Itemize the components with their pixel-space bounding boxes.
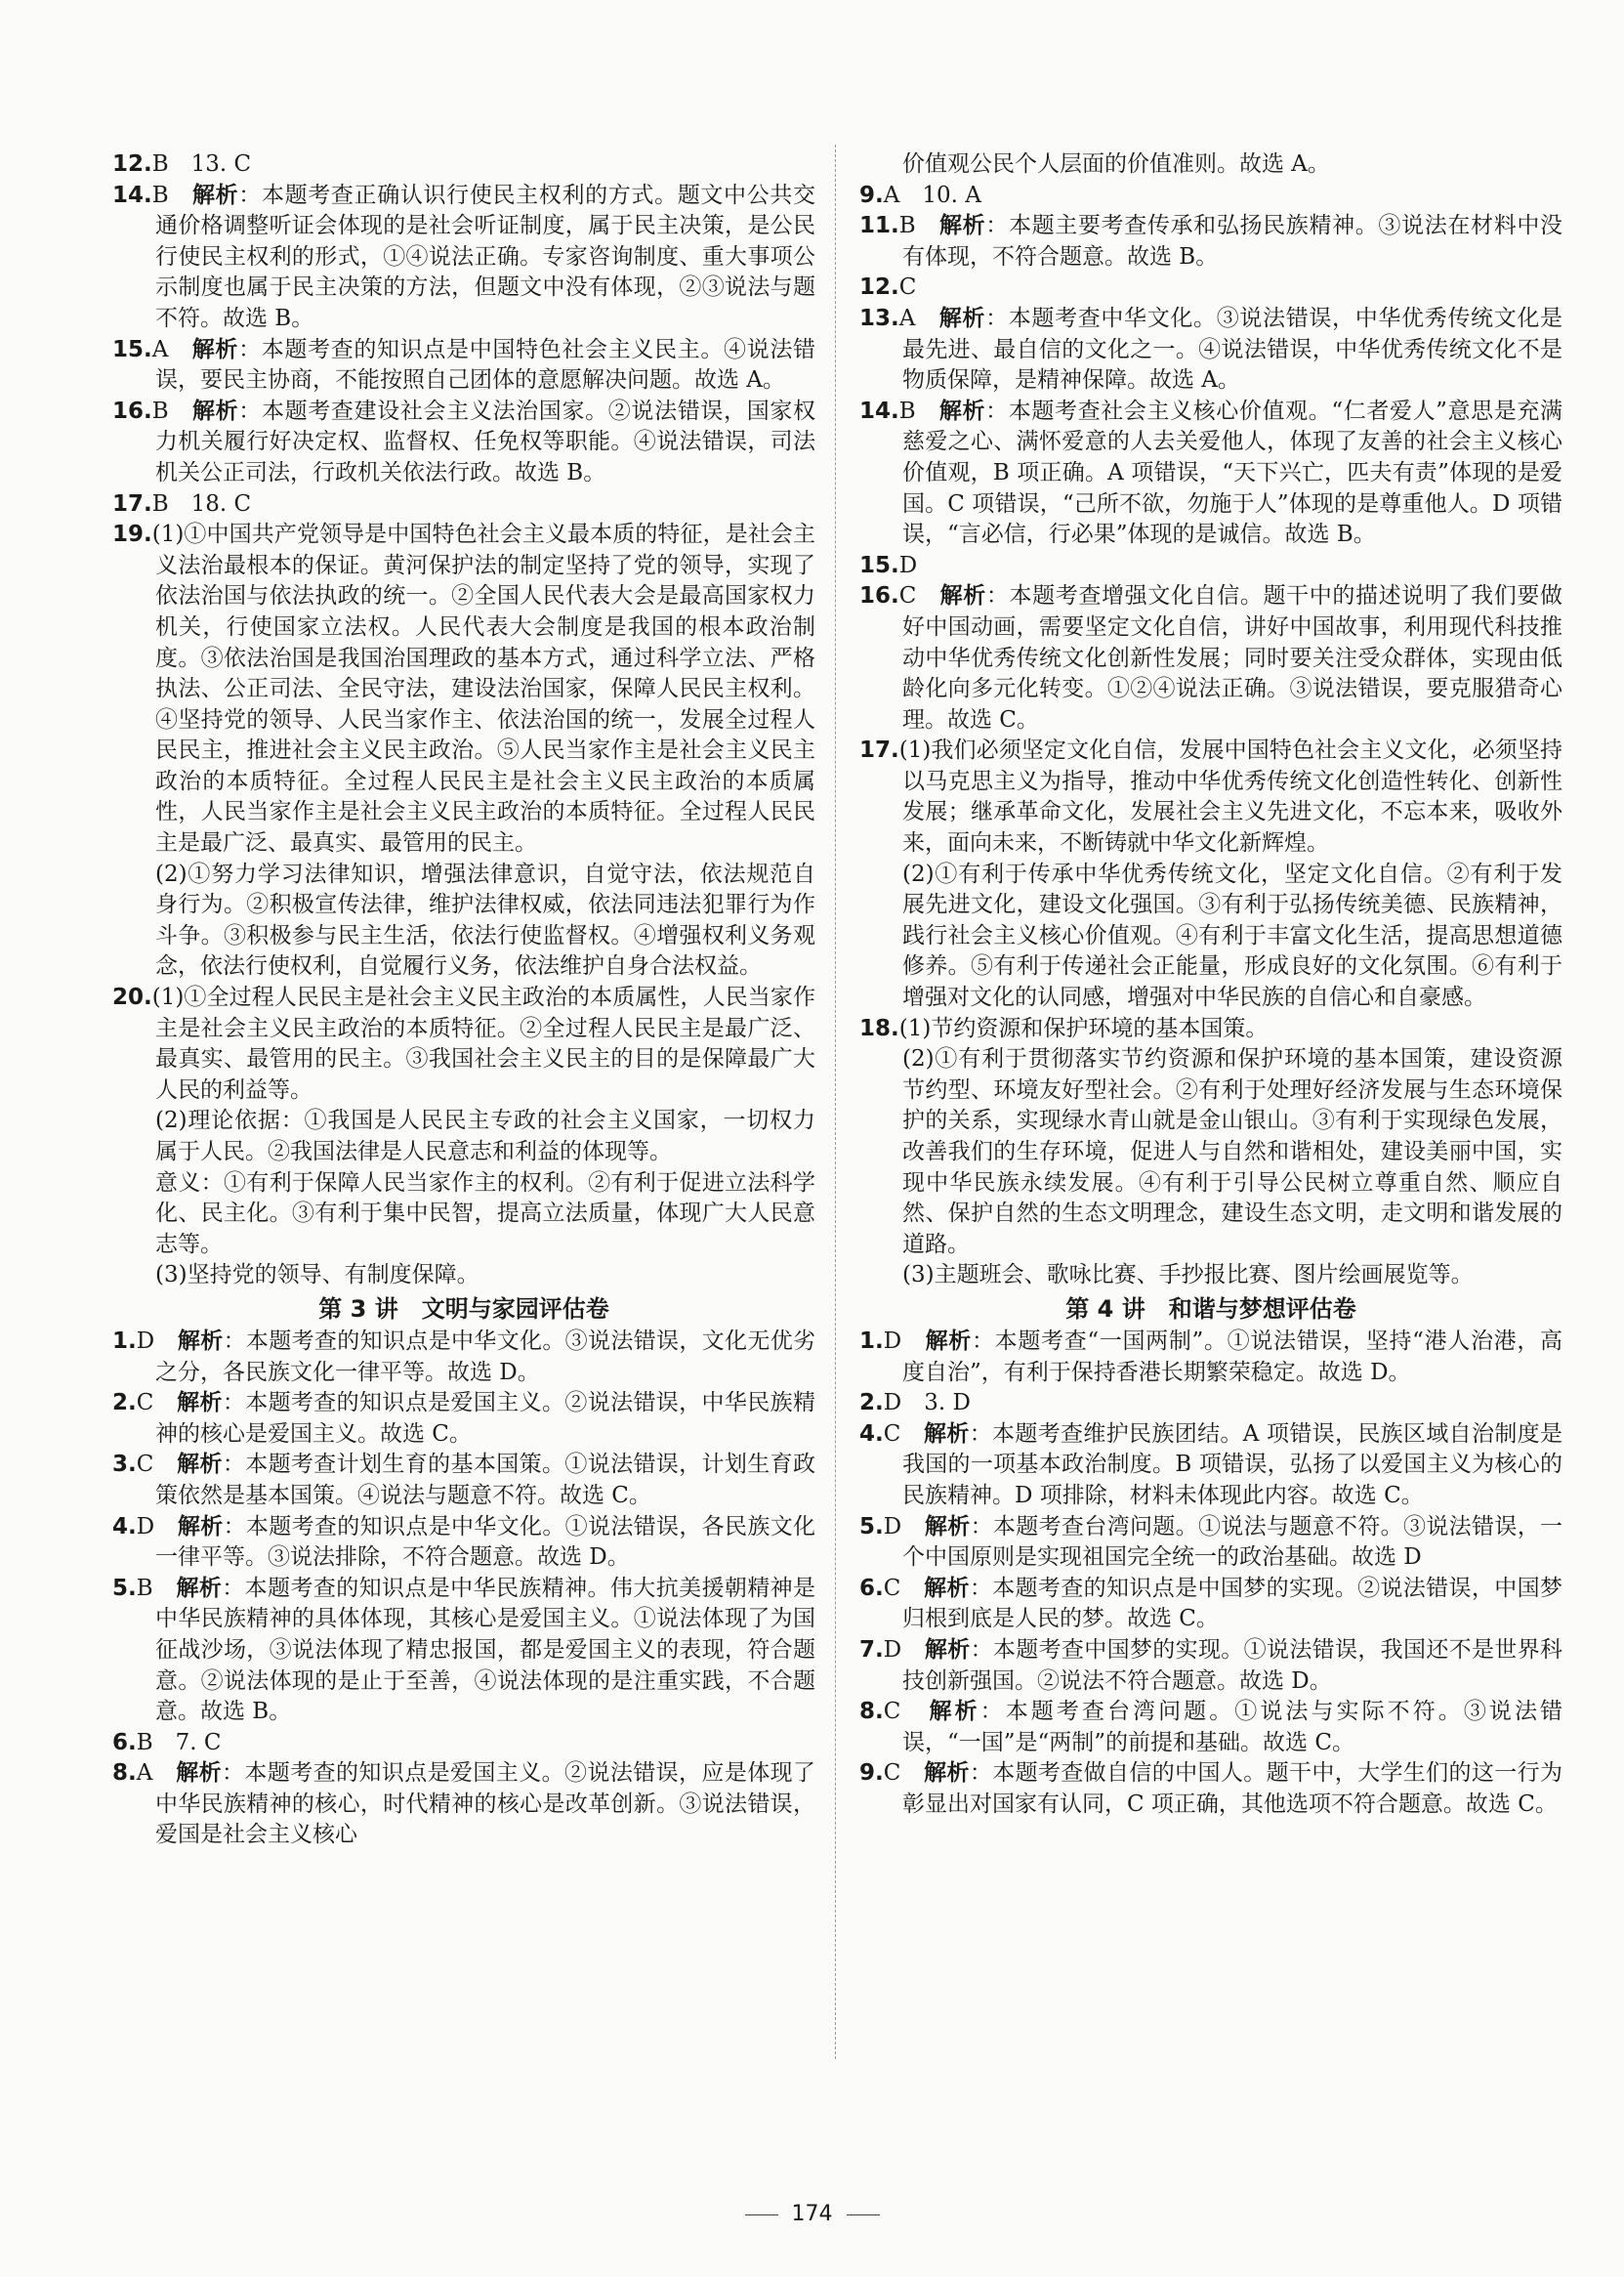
answer-text: 本题考查的知识点是中国梦的实现。②说法错误，中国梦归根到底是人民的梦。故选 C。: [902, 1575, 1563, 1632]
answer-text: 本题主要考查传承和弘扬民族精神。③说法在材料中没有体现，不符合题意。故选 B。: [902, 213, 1563, 270]
answer-entry: [859, 149, 1562, 181]
analysis-label: 解析: [924, 1575, 970, 1601]
analysis-label: 解析: [177, 1328, 224, 1354]
footer-dash-right: [847, 2214, 880, 2215]
answer-entry: [112, 1260, 815, 1291]
answer-text: B 18. C: [151, 490, 252, 517]
section-title: 第 4 讲 和谐与梦想评估卷: [1065, 1294, 1356, 1323]
answer-text: 本题考查的知识点是中华文化。①说法错误，各民族文化一律平等。③说法排除，不符合题意。故选 D。: [155, 1513, 816, 1571]
answer-entry: 14.B 解析：本题考查正确认识行使民主权利的方式。题文中公共交通价格调整听证会体现的是社会听证制度，属于民主决策，是公民行使民主权利的形式，①④说法正确。专家咨询制度、重大事项公示制度也属于民主决策的方法，但题文中没有体现，②③说法与题不符。故选 B。: [112, 182, 816, 331]
question-number: 1.: [859, 1328, 884, 1354]
answer-entry: [859, 1260, 1562, 1291]
answer-text: (2)理论依据：①我国是人民民主专政的社会主义国家，一切权力属于人民。②我国法律是人民意志和利益的体现等。: [155, 1108, 815, 1164]
answer-text: (2)①努力学习法律知识，增强法律意识，自觉守法，依法规范自身行为。②积极宣传法律，维护法律权威，依法同违法犯罪行为作斗争。③积极参与民主生活，依法行使监督权。④增强权利义务观念，依法行使权利，自觉履行义务，依法维护自身合法权益。: [155, 861, 815, 980]
answer-entry: 7.D 解析：本题考查中国梦的实现。①说法错误，我国还不是世界科技创新强国。②说法不符合题意。故选 D。: [859, 1636, 1563, 1694]
answer-choice: C: [883, 1575, 901, 1601]
answer-text: 本题考查正确认识行使民主权利的方式。题文中公共交通价格调整听证会体现的是社会听证制度，属于民主决策，是公民行使民主权利的形式，①④说法正确。专家咨询制度、重大事项公示制度也属于民主决策的方法，但题文中没有体现，②③说法与题不符。故选 B。: [155, 182, 816, 331]
answer-text: 本题考查的知识点是中国特色社会主义民主。④说法错误，要民主协商，不能按照自己团体的意愿解决问题。故选 A。: [155, 336, 816, 394]
question-number: 17.: [112, 490, 152, 517]
question-number: 16.: [859, 583, 899, 610]
answer-choice: B: [151, 398, 169, 424]
answer-choice: C: [883, 1760, 901, 1787]
answer-text: (1)①中国共产党领导是中国特色社会主义最本质的特征，是社会主义法治最根本的保证。黄河保护法的制定坚持了党的领导，实现了依法治国与依法执政的统一。②全国人民代表大会是最高国家权力机关，行使国家立法权。人民代表大会制度是我国的根本政治制度。③依法治国是我国治国理政的基本方式，通过科学立法、严格执法、公正司法、全民守法，建设法治国家，保障人民民主权利。④坚持党的领导、人民当家作主、依法治国的统一，发展全过程人民民主，推进社会主义民主政治。⑤人民当家作主是社会主义民主政治的本质特征。全过程人民民主是社会主义民主政治的本质属性，人民当家作主是社会主义民主政治的本质特征。全过程人民民主是最广泛、最真实、最管用的民主。: [151, 522, 815, 857]
answer-text: C: [898, 274, 917, 301]
question-number: 8.: [112, 1760, 137, 1787]
answer-choice: B: [151, 182, 169, 208]
answer-choice: C: [136, 1390, 154, 1416]
answer-entry: [859, 1044, 1562, 1260]
question-number: 12.: [859, 274, 899, 301]
question-number: 17.: [859, 738, 899, 764]
answer-entry: 13.A 解析：本题考查中华文化。③说法错误，中华优秀传统文化是最先进、最自信的文化之一。④说法错误，中华优秀传统文化不是物质保障，是精神保障。故选 A。: [859, 305, 1563, 394]
analysis-label: 解析: [924, 1636, 971, 1663]
question-number: 19.: [112, 522, 152, 548]
left-column: [112, 149, 815, 1851]
answer-entry: [112, 489, 815, 521]
analysis-label: 解析: [938, 213, 986, 239]
answer-text: B 7. C: [136, 1729, 222, 1755]
answer-entry: 1.D 解析：本题考查的知识点是中华文化。③说法错误，文化无优劣之分，各民族文化一律平等。故选 D。: [112, 1328, 816, 1385]
answer-text: 本题考查台湾问题。①说法与实际不符。③说法错误，“一国”是“两制”的前提和基础。故选 C。: [902, 1699, 1563, 1755]
page-number: 174: [791, 2202, 833, 2226]
question-number: 11.: [859, 213, 899, 239]
question-number: 2.: [859, 1390, 884, 1416]
answer-text: (1)节约资源和保护环境的基本国策。: [898, 1015, 1269, 1041]
answer-text: 价值观公民个人层面的价值准则。故选 A。: [902, 151, 1330, 177]
answer-text: B 13. C: [151, 151, 252, 177]
answer-entry: 14.B 解析：本题考查社会主义核心价值观。“仁者爱人”意思是充满慈爱之心、满怀爱意的人去关爱他人，体现了友善的社会主义核心价值观，B 项正确。A 项错误，“天下兴亡，匹夫有责”体现的是爱国。C 项错误，“己所不欲，勿施于人”体现的是尊重他人。D 项错误，“言必信，行必果”体现的是诚信。故选 B。: [859, 398, 1563, 548]
answer-entry: 8.C 解析：本题考查台湾问题。①说法与实际不符。③说法错误，“一国”是“两制”的前提和基础。故选 C。: [859, 1699, 1563, 1755]
question-number: 14.: [859, 398, 899, 424]
answer-text: (3)坚持党的领导、有制度保障。: [155, 1262, 479, 1288]
answer-text: 本题考查“一国两制”。①说法错误，坚持“港人治港，高度自治”，有利于保持香港长期繁荣稳定。故选 D。: [902, 1328, 1563, 1385]
question-number: 3.: [112, 1452, 137, 1478]
question-number: 5.: [112, 1575, 137, 1601]
analysis-label: 解析: [929, 1699, 980, 1725]
question-number: 4.: [859, 1420, 884, 1447]
analysis-label: 解析: [176, 1760, 222, 1787]
analysis-label: 解析: [191, 336, 239, 362]
question-number: 1.: [112, 1328, 137, 1354]
answer-choice: D: [136, 1328, 155, 1354]
page-footer: [0, 2202, 1624, 2226]
answer-entry: 16.B 解析：本题考查建设社会主义法治国家。②说法错误，国家权力机关履行好决定权、监督权、任免权等职能。④说法错误，司法机关公正司法，行政机关依法行政。故选 B。: [112, 398, 816, 485]
answer-entry: [859, 860, 1562, 1014]
analysis-label: 解析: [191, 398, 239, 424]
answer-choice: D: [883, 1636, 902, 1663]
analysis-label: 解析: [925, 1328, 972, 1354]
answer-entry: 4.D 解析：本题考查的知识点是中华文化。①说法错误，各民族文化一律平等。③说法排除，不符合题意。故选 D。: [112, 1513, 816, 1571]
answer-entry: 11.B 解析：本题主要考查传承和弘扬民族精神。③说法在材料中没有体现，不符合题意。故选 B。: [859, 213, 1563, 270]
answer-entry: [112, 1106, 815, 1167]
question-number: 16.: [112, 398, 152, 424]
answer-entry: 16.C 解析：本题考查增强文化自信。题干中的描述说明了我们要做好中国动画，需要坚定文化自信，讲好中国故事，利用现代科技推动中华优秀传统文化创新性发展；同时要关注受众群体，实现由低龄化向多元化转变。①②④说法正确。③说法错误，要克服猎奇心理。故选 C。: [859, 583, 1563, 733]
answer-entry: 6.C 解析：本题考查的知识点是中国梦的实现。②说法错误，中国梦归根到底是人民的梦。故选 C。: [859, 1575, 1563, 1632]
answer-text: D 3. D: [883, 1390, 971, 1416]
section-title: 第 3 讲 文明与家园评估卷: [318, 1294, 609, 1323]
answer-choice: B: [898, 213, 916, 239]
question-number: 6.: [859, 1575, 884, 1601]
answer-choice: A: [151, 336, 169, 362]
answer-text: 意义：①有利于保障人民当家作主的权利。②有利于促进立法科学化、民主化。③有利于集中民智，提高立法质量，体现广大人民意志等。: [155, 1169, 815, 1257]
answer-choice: D: [136, 1513, 155, 1539]
question-number: 9.: [859, 1760, 884, 1787]
question-number: 2.: [112, 1390, 137, 1416]
answer-choice: C: [898, 583, 917, 610]
answer-choice: C: [883, 1699, 901, 1725]
answer-entry: [112, 983, 815, 1106]
question-number: 8.: [859, 1699, 884, 1725]
answer-entry: [112, 149, 815, 181]
column-divider: [835, 145, 836, 2059]
answer-choice: C: [883, 1420, 901, 1447]
question-number: 6.: [112, 1729, 137, 1755]
answer-entry: [859, 1388, 1562, 1419]
analysis-label: 解析: [938, 305, 986, 331]
answer-text: 本题考查增强文化自信。题干中的描述说明了我们要做好中国动画，需要坚定文化自信，讲好中国故事，利用现代科技推动中华优秀传统文化创新性发展；同时要关注受众群体，实现由低龄化向多元化转变。①②④说法正确。③说法错误，要克服猎奇心理。故选 C。: [902, 583, 1563, 733]
question-number: 4.: [112, 1513, 137, 1539]
answer-entry: [859, 736, 1562, 859]
question-number: 14.: [112, 182, 152, 208]
answer-text: 本题考查的知识点是爱国主义。②说法错误，应是体现了中华民族精神的核心，时代精神的核心是改革创新。③说法错误，爱国是社会主义核心: [155, 1760, 816, 1848]
question-number: 9.: [859, 182, 884, 208]
answer-entry: [859, 1014, 1562, 1045]
question-number: 13.: [859, 305, 899, 331]
answer-text: D: [898, 552, 918, 578]
analysis-label: 解析: [177, 1513, 224, 1539]
answer-entry: 4.C 解析：本题考查维护民族团结。A 项错误，民族区域自治制度是我国的一项基本政治制度。B 项错误，弘扬了以爱国主义为核心的民族精神。D 项排除，材料未体现此内容。故选 C。: [859, 1420, 1563, 1508]
answer-choice: B: [136, 1575, 153, 1601]
analysis-label: 解析: [939, 583, 986, 610]
answer-entry: 5.D 解析：本题考查台湾问题。①说法与题意不符。③说法错误，一个中国原则是实现祖国完全统一的政治基础。故选 D: [859, 1513, 1563, 1571]
answer-entry: [112, 520, 815, 860]
question-number: 15.: [859, 552, 899, 578]
answer-entry: 3.C 解析：本题考查计划生育的基本国策。①说法错误，计划生育政策依然是基本国策。④说法与题意不符。故选 C。: [112, 1452, 816, 1508]
answer-entry: 8.A 解析：本题考查的知识点是爱国主义。②说法错误，应是体现了中华民族精神的核心，时代精神的核心是改革创新。③说法错误，爱国是社会主义核心: [112, 1760, 816, 1848]
answer-entry: [112, 860, 815, 983]
answer-choice: C: [136, 1452, 154, 1478]
footer-dash-left: [745, 2214, 778, 2215]
answer-text: 本题考查建设社会主义法治国家。②说法错误，国家权力机关履行好决定权、监督权、任免权等职能。④说法错误，司法机关公正司法，行政机关依法行政。故选 B。: [155, 398, 816, 485]
answer-entry: [112, 1728, 815, 1759]
answer-entry: [859, 273, 1562, 304]
analysis-label: 解析: [924, 1760, 970, 1787]
answer-entry: [859, 551, 1562, 582]
answer-choice: D: [883, 1328, 902, 1354]
answer-choice: A: [898, 305, 916, 331]
question-number: 12.: [112, 151, 152, 177]
answer-text: 本题考查的知识点是中华文化。③说法错误，文化无优劣之分，各民族文化一律平等。故选 D。: [155, 1328, 816, 1385]
answer-text: 本题考查做自信的中国人。题干中，大学生们的这一行为彰显出对国家有认同，C 项正确，其他选项不符合题意。故选 C。: [902, 1760, 1563, 1817]
answer-text: 本题考查计划生育的基本国策。①说法错误，计划生育政策依然是基本国策。④说法与题意不符。故选 C。: [155, 1452, 816, 1508]
answer-text: (2)①有利于贯彻落实节约资源和保护环境的基本国策，建设资源节约型、环境友好型社会。②有利于处理好经济发展与生态环境保护的关系，实现绿水青山就是金山银山。③有利于实现绿色发展，改善我们的生存环境，促进人与自然和谐相处，建设美丽中国，实现中华民族永续发展。④有利于引导公民树立尊重自然、顺应自然、保护自然的生态文明理念，建设生态文明，走文明和谐发展的道路。: [902, 1046, 1562, 1257]
answer-choice: B: [898, 398, 916, 424]
answer-text: 本题考查社会主义核心价值观。“仁者爱人”意思是充满慈爱之心、满怀爱意的人去关爱他人，体现了友善的社会主义核心价值观，B 项正确。A 项错误，“天下兴亡，匹夫有责”体现的是爱国。C 项错误，“己所不欲，勿施于人”体现的是尊重他人。D 项错误，“言必信，行必果”体现的是诚信。故选 B。: [902, 398, 1563, 548]
analysis-label: 解析: [924, 1513, 971, 1539]
answer-entry: [112, 1168, 815, 1261]
analysis-label: 解析: [177, 1452, 223, 1478]
answer-text: (1)①全过程人民民主是社会主义民主政治的本质属性，人民当家作主是社会主义民主政治的本质特征。②全过程人民民主是最广泛、最真实、最管用的民主。③我国社会主义民主的目的是保障最广大人民的利益等。: [151, 985, 815, 1103]
answer-entry: 9.C 解析：本题考查做自信的中国人。题干中，大学生们的这一行为彰显出对国家有认同，C 项正确，其他选项不符合题意。故选 C。: [859, 1760, 1563, 1817]
analysis-label: 解析: [177, 1390, 223, 1416]
question-number: 18.: [859, 1015, 899, 1041]
answer-text: (3)主题班会、歌咏比赛、手抄报比赛、图片绘画展览等。: [902, 1262, 1474, 1288]
answer-choice: A: [136, 1760, 153, 1787]
answer-entry: 2.C 解析：本题考查的知识点是爱国主义。②说法错误，中华民族精神的核心是爱国主义。故选 C。: [112, 1390, 816, 1447]
question-number: 5.: [859, 1513, 884, 1539]
answer-text: 本题考查的知识点是爱国主义。②说法错误，中华民族精神的核心是爱国主义。故选 C。: [155, 1390, 816, 1447]
analysis-label: 解析: [924, 1420, 970, 1447]
answer-text: (1)我们必须坚定文化自信，发展中国特色社会主义文化，必须坚持以马克思主义为指导，推动中华优秀传统文化创造性转化、创新性发展；继承革命文化，发展社会主义先进文化，不忘本来，吸收外来，面向未来，不断铸就中华文化新辉煌。: [898, 738, 1562, 857]
question-number: 7.: [859, 1636, 884, 1663]
answer-entry: 5.B 解析：本题考查的知识点是中华民族精神。伟大抗美援朝精神是中华民族精神的具体体现，其核心是爱国主义。①说法体现了为国征战沙场，③说法体现了精忠报国，都是爱国主义的表现，符合题意。②说法体现的是止于至善，④说法体现的是注重实践，不合题意。故选 B。: [112, 1575, 816, 1725]
answer-text: 本题考查台湾问题。①说法与题意不符。③说法错误，一个中国原则是实现祖国完全统一的政治基础。故选 D: [902, 1513, 1563, 1571]
analysis-label: 解析: [191, 182, 239, 208]
answer-text: 本题考查中国梦的实现。①说法错误，我国还不是世界科技创新强国。②说法不符合题意。故选 D。: [902, 1636, 1563, 1694]
question-number: 15.: [112, 336, 152, 362]
answer-text: 本题考查的知识点是中华民族精神。伟大抗美援朝精神是中华民族精神的具体体现，其核心是爱国主义。①说法体现了为国征战沙场，③说法体现了精忠报国，都是爱国主义的表现，符合题意。②说法体现的是止于至善，④说法体现的是注重实践，不合题意。故选 B。: [155, 1575, 816, 1725]
right-column: [859, 149, 1562, 1820]
answer-text: 本题考查中华文化。③说法错误，中华优秀传统文化是最先进、最自信的文化之一。④说法错误，中华优秀传统文化不是物质保障，是精神保障。故选 A。: [902, 305, 1563, 394]
analysis-label: 解析: [176, 1575, 223, 1601]
answer-entry: 1.D 解析：本题考查“一国两制”。①说法错误，坚持“港人治港，高度自治”，有利于保持香港长期繁荣稳定。故选 D。: [859, 1328, 1563, 1385]
answer-text: A 10. A: [883, 182, 981, 208]
question-number: 20.: [112, 985, 152, 1011]
answer-entry: 15.A 解析：本题考查的知识点是中国特色社会主义民主。④说法错误，要民主协商，不能按照自己团体的意愿解决问题。故选 A。: [112, 336, 816, 394]
answer-entry: [859, 181, 1562, 212]
answer-text: 本题考查维护民族团结。A 项错误，民族区域自治制度是我国的一项基本政治制度。B 项错误，弘扬了以爱国主义为核心的民族精神。D 项排除，材料未体现此内容。故选 C。: [902, 1420, 1563, 1508]
analysis-label: 解析: [938, 398, 986, 424]
answer-text: (2)①有利于传承中华优秀传统文化，坚定文化自信。②有利于发展先进文化，建设文化强国。③有利于弘扬传统美德、民族精神，践行社会主义核心价值观。④有利于丰富文化生活，提高思想道德修养。⑤有利于传递社会正能量，形成良好的文化氛围。⑥有利于增强对文化的认同感，增强对中华民族的自信心和自豪感。: [902, 861, 1562, 1011]
answer-choice: D: [883, 1513, 902, 1539]
